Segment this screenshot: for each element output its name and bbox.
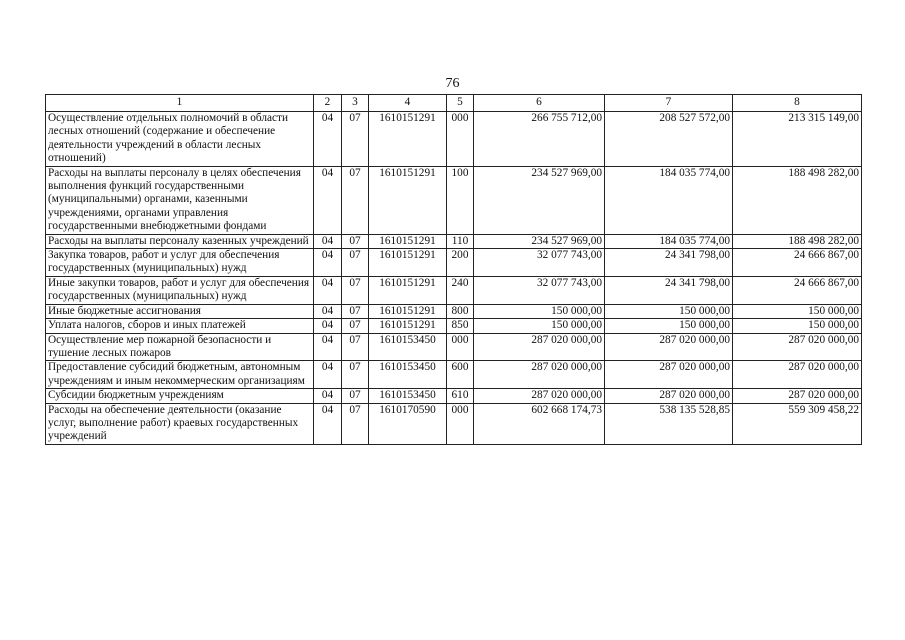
amount-col-8: 188 498 282,00	[733, 166, 862, 234]
target-article-code: 1610151291	[369, 112, 447, 167]
table-row	[46, 234, 862, 248]
table-header-row	[46, 95, 862, 112]
expense-name: Расходы на выплаты персоналу в целях обеспечения выполнения функций государственными (муниципальными) органами, казенными учреждениями, органами управления государственными внебюджетными фондами	[46, 166, 314, 234]
amount-col-6: 32 077 743,00	[474, 249, 605, 277]
expense-type-code: 100	[447, 166, 474, 234]
expense-type-code: 240	[447, 276, 474, 304]
expense-name: Закупка товаров, работ и услуг для обеспечения государственных (муниципальных) нужд	[46, 249, 314, 277]
subsection-code: 07	[342, 361, 369, 389]
column-header: 1	[46, 95, 314, 112]
page-number: 76	[445, 76, 460, 91]
amount-col-6: 266 755 712,00	[474, 112, 605, 167]
expense-type-code: 000	[447, 403, 474, 444]
subsection-code: 07	[342, 389, 369, 403]
section-code: 04	[314, 389, 342, 403]
amount-col-8: 24 666 867,00	[733, 276, 862, 304]
amount-col-6: 32 077 743,00	[474, 276, 605, 304]
target-article-code: 1610170590	[369, 403, 447, 444]
amount-col-7: 208 527 572,00	[605, 112, 733, 167]
amount-col-8: 150 000,00	[733, 304, 862, 318]
section-code: 04	[314, 403, 342, 444]
section-code: 04	[314, 333, 342, 361]
subsection-code: 07	[342, 276, 369, 304]
expense-name: Иные закупки товаров, работ и услуг для обеспечения государственных (муниципальных) нужд	[46, 276, 314, 304]
target-article-code: 1610153450	[369, 389, 447, 403]
subsection-code: 07	[342, 112, 369, 167]
expense-name: Осуществление отдельных полномочий в области лесных отношений (содержание и обеспечение деятельности учреждений в области лесных отношений)	[46, 112, 314, 167]
table-row	[46, 403, 862, 444]
target-article-code: 1610153450	[369, 333, 447, 361]
amount-col-6: 287 020 000,00	[474, 361, 605, 389]
target-article-code: 1610151291	[369, 304, 447, 318]
amount-col-8: 213 315 149,00	[733, 112, 862, 167]
amount-col-7: 184 035 774,00	[605, 166, 733, 234]
column-header: 6	[474, 95, 605, 112]
amount-col-8: 559 309 458,22	[733, 403, 862, 444]
amount-col-6: 234 527 969,00	[474, 166, 605, 234]
amount-col-7: 538 135 528,85	[605, 403, 733, 444]
table-row	[46, 319, 862, 333]
subsection-code: 07	[342, 249, 369, 277]
expense-name: Иные бюджетные ассигнования	[46, 304, 314, 318]
expense-type-code: 000	[447, 333, 474, 361]
subsection-code: 07	[342, 403, 369, 444]
amount-col-6: 150 000,00	[474, 304, 605, 318]
table-row	[46, 166, 862, 234]
section-code: 04	[314, 319, 342, 333]
expense-type-code: 600	[447, 361, 474, 389]
expense-type-code: 000	[447, 112, 474, 167]
target-article-code: 1610151291	[369, 319, 447, 333]
table-row	[46, 389, 862, 403]
expense-type-code: 110	[447, 234, 474, 248]
amount-col-6: 287 020 000,00	[474, 333, 605, 361]
expense-name: Расходы на обеспечение деятельности (оказание услуг, выполнение работ) краевых государственных учреждений	[46, 403, 314, 444]
budget-table	[45, 94, 862, 445]
section-code: 04	[314, 276, 342, 304]
subsection-code: 07	[342, 234, 369, 248]
amount-col-6: 287 020 000,00	[474, 389, 605, 403]
column-header: 2	[314, 95, 342, 112]
amount-col-7: 24 341 798,00	[605, 276, 733, 304]
section-code: 04	[314, 112, 342, 167]
expense-name: Субсидии бюджетным учреждениям	[46, 389, 314, 403]
amount-col-8: 287 020 000,00	[733, 361, 862, 389]
column-header: 7	[605, 95, 733, 112]
expense-name: Осуществление мер пожарной безопасности и тушение лесных пожаров	[46, 333, 314, 361]
amount-col-8: 150 000,00	[733, 319, 862, 333]
section-code: 04	[314, 166, 342, 234]
target-article-code: 1610151291	[369, 166, 447, 234]
amount-col-6: 602 668 174,73	[474, 403, 605, 444]
table-row	[46, 249, 862, 277]
expense-type-code: 850	[447, 319, 474, 333]
table-row	[46, 112, 862, 167]
expense-name: Уплата налогов, сборов и иных платежей	[46, 319, 314, 333]
subsection-code: 07	[342, 333, 369, 361]
subsection-code: 07	[342, 166, 369, 234]
expense-name: Расходы на выплаты персоналу казенных учреждений	[46, 234, 314, 248]
amount-col-8: 287 020 000,00	[733, 333, 862, 361]
target-article-code: 1610151291	[369, 234, 447, 248]
expense-type-code: 610	[447, 389, 474, 403]
amount-col-7: 184 035 774,00	[605, 234, 733, 248]
amount-col-6: 150 000,00	[474, 319, 605, 333]
section-code: 04	[314, 304, 342, 318]
expense-type-code: 200	[447, 249, 474, 277]
amount-col-7: 150 000,00	[605, 304, 733, 318]
target-article-code: 1610151291	[369, 249, 447, 277]
amount-col-7: 287 020 000,00	[605, 389, 733, 403]
amount-col-7: 24 341 798,00	[605, 249, 733, 277]
section-code: 04	[314, 234, 342, 248]
table-row	[46, 333, 862, 361]
amount-col-7: 287 020 000,00	[605, 333, 733, 361]
expense-type-code: 800	[447, 304, 474, 318]
subsection-code: 07	[342, 319, 369, 333]
column-header: 8	[733, 95, 862, 112]
expense-name: Предоставление субсидий бюджетным, автономным учреждениям и иным некоммерческим организациям	[46, 361, 314, 389]
table-body	[46, 112, 862, 445]
amount-col-6: 234 527 969,00	[474, 234, 605, 248]
target-article-code: 1610153450	[369, 361, 447, 389]
amount-col-7: 287 020 000,00	[605, 361, 733, 389]
amount-col-7: 150 000,00	[605, 319, 733, 333]
table-row	[46, 304, 862, 318]
amount-col-8: 287 020 000,00	[733, 389, 862, 403]
table-row	[46, 361, 862, 389]
section-code: 04	[314, 249, 342, 277]
column-header: 3	[342, 95, 369, 112]
table-row	[46, 276, 862, 304]
subsection-code: 07	[342, 304, 369, 318]
section-code: 04	[314, 361, 342, 389]
target-article-code: 1610151291	[369, 276, 447, 304]
column-header: 5	[447, 95, 474, 112]
amount-col-8: 188 498 282,00	[733, 234, 862, 248]
column-header: 4	[369, 95, 447, 112]
amount-col-8: 24 666 867,00	[733, 249, 862, 277]
